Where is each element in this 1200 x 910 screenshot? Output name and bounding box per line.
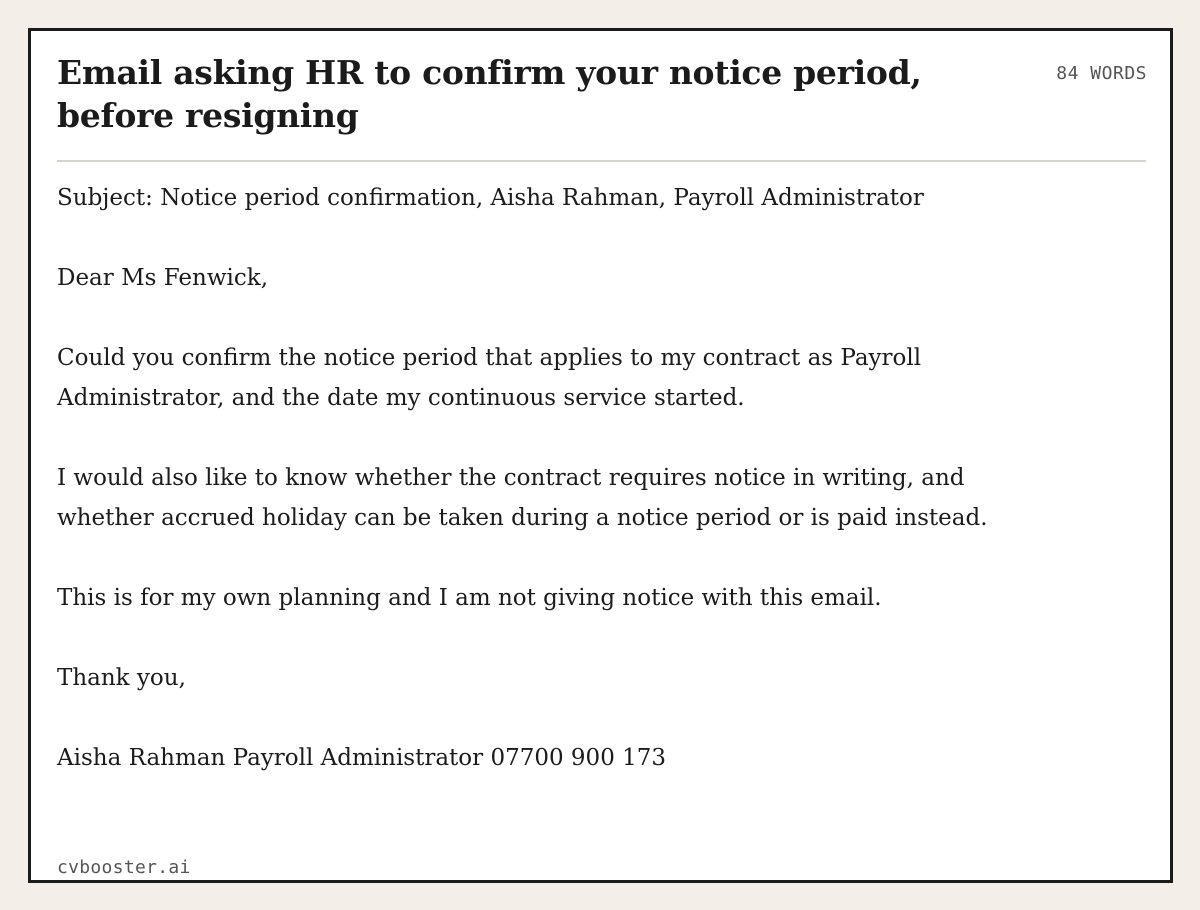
email-greeting: Dear Ms Fenwick,: [57, 265, 269, 291]
email-paragraph-2: I would also like to know whether the contract requires notice in writing, and whether accrued holiday can be taken during a notice period or is paid instead.: [57, 465, 988, 531]
template-card: [28, 28, 1173, 883]
card-header: [57, 51, 1147, 161]
header-divider: [57, 160, 1146, 162]
email-sign-off: Thank you,: [57, 665, 186, 691]
page-title: Email asking HR to confirm your notice period, before resigning: [57, 53, 922, 135]
email-body: [57, 178, 1017, 818]
brand-footer: cvbooster.ai: [57, 857, 191, 878]
email-paragraph-3: This is for my own planning and I am not giving notice with this email.: [57, 585, 882, 611]
email-paragraph-1: Could you confirm the notice period that applies to my contract as Payroll Administrator, and the date my continuous service started.: [57, 345, 922, 411]
email-subject: Subject: Notice period confirmation, Aisha Rahman, Payroll Administrator: [57, 185, 924, 211]
word-count-badge: 84 WORDS: [1056, 63, 1147, 84]
email-signature: Aisha Rahman Payroll Administrator 07700 900 173: [57, 745, 667, 771]
